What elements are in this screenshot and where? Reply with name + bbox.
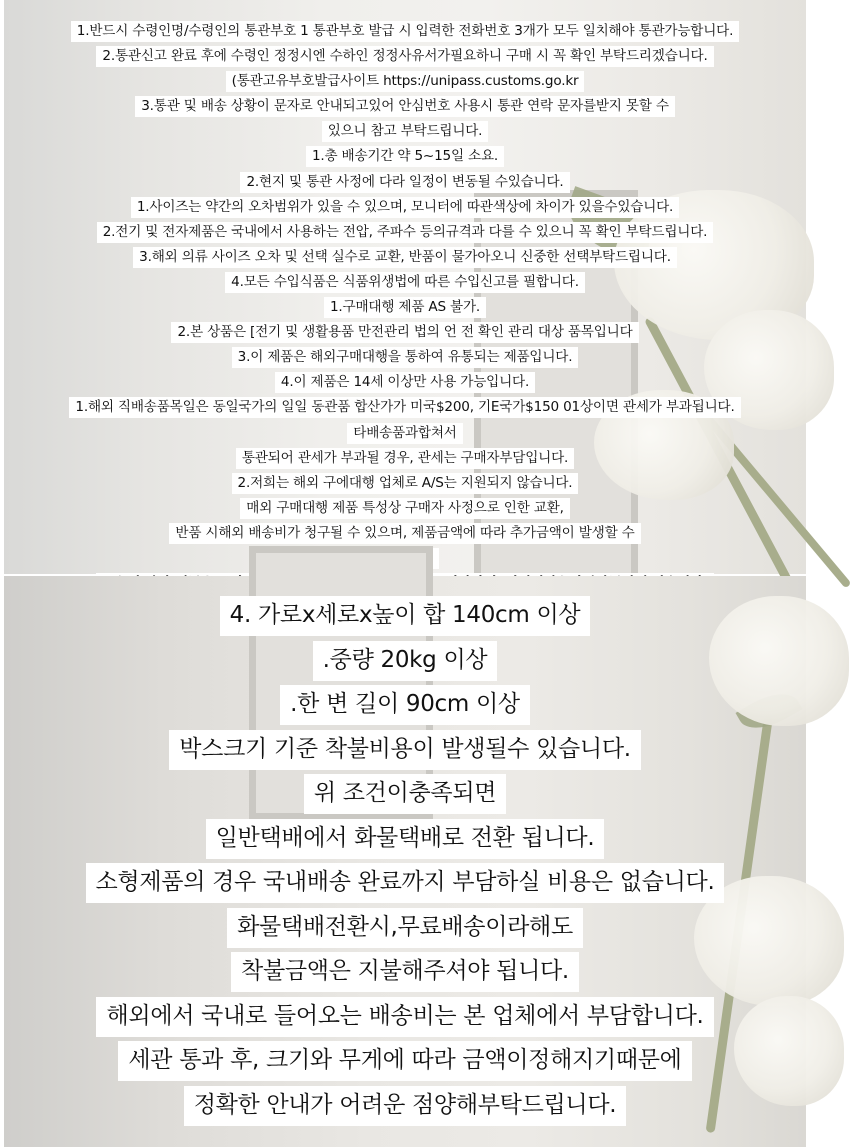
notice-line: 1.총 배송기간 약 5~15일 소요. — [306, 146, 504, 167]
notice-line: 3.이 제품은 해외구매대행을 통하여 유통되는 제품입니다. — [232, 347, 579, 368]
notice-line: 2.본 상품은 [전기 및 생활용품 만전관리 법의 언 전 확인 관리 대상 품목입니다 — [171, 322, 638, 343]
notice-line: 반품 시해외 배송비가 청구될 수 있으며, 제품금액에 따라 추가금액이 발생할 수 — [169, 523, 640, 544]
notice-line: 박스크기 기준 착불비용이 발생될수 있습니다. — [169, 730, 641, 770]
notice-line: 4. 가로x세로x높이 합 140cm 이상 — [220, 596, 591, 636]
top-notice-panel — [4, 0, 806, 574]
notice-line: 1.사이즈는 약간의 오차범위가 있을 수 있으며, 모니터에 따관색상에 차이가 있을수있습니다. — [131, 197, 679, 218]
notice-line: 1.반드시 수령인명/수령인의 통관부호 1 통관부호 발급 시 입력한 전화번호 3개가 모두 일치해야 통관가능합니다. — [71, 21, 739, 42]
notice-line: 일반택배에서 화물택배로 전환 됩니다. — [206, 819, 605, 859]
notice-line: 2.현지 및 통관 사정에 다라 일정이 변동될 수있습니다. — [240, 172, 569, 193]
notice-line: 정확한 안내가 어려운 점양해부탁드립니다. — [184, 1086, 627, 1126]
notice-line: 통관되어 관세가 부과될 경우, 관세는 구매자부담입니다. — [236, 448, 574, 469]
notice-line: 있으니 참고 부탁드립니다. — [322, 121, 489, 142]
notice-line: 세관 통과 후, 크기와 무게에 따라 금액이정해지기때문에 — [118, 1041, 691, 1081]
notice-line: 2.저희는 해외 구에대행 업체로 A/S는 지원되지 않습니다. — [232, 473, 579, 494]
bottom-notice-text — [4, 576, 806, 1130]
bottom-notice-panel — [4, 576, 806, 1147]
notice-line: 착불금액은 지불해주셔야 됩니다. — [231, 952, 579, 992]
notice-line: 3.통관 및 배송 상황이 문자로 안내되고있어 안심번호 사용시 통관 연락 문자를받지 못할 수 — [135, 96, 675, 117]
notice-line: 3.해외 의류 사이즈 오차 및 선택 실수로 교환, 반품이 물가아오니 신중한 선택부탁드립니다. — [133, 247, 677, 268]
notice-line: .한 변 길이 90cm 이상 — [280, 685, 530, 725]
notice-line: 타배송품과합쳐서 — [347, 423, 462, 444]
notice-line: 1.해외 직배송품목일은 동일국가의 일일 동관품 합산가가 미국$200, 기E국가$150 01상이면 관세가 부과됩니다. — [69, 397, 740, 418]
notice-line: 4.모든 수입식품은 식품위생법에 따른 수입신고를 필합니다. — [225, 272, 585, 293]
notice-line: 위 조건이충족되면 — [304, 774, 506, 814]
notice-line: 소형제품의 경우 국내배송 완료까지 부담하실 비용은 없습니다. — [86, 863, 725, 903]
notice-line: 매외 구매대행 제품 특성상 구매자 사정으로 인한 교환, — [240, 498, 569, 519]
top-notice-text — [4, 0, 806, 598]
notice-line: .중량 20kg 이상 — [313, 641, 498, 681]
notice-line: (통관고유부호발급사이트 https://unipass.customs.go.kr — [226, 71, 585, 92]
notice-line: 4.이 제품은 14세 이상만 사용 가능입니다. — [275, 372, 535, 393]
notice-line: 화물택배전환시,무료배송이라해도 — [227, 908, 583, 948]
notice-line: 1.구매대행 제품 AS 불가. — [324, 297, 486, 318]
notice-line: 해외에서 국내로 들어오는 배송비는 본 업체에서 부담합니다. — [96, 997, 713, 1037]
notice-line: 2.통관신고 완료 후에 수령인 정정시엔 수하인 정정사유서가필요하니 구매 시 꼭 확인 부탁드리겠습니다. — [96, 46, 713, 67]
notice-line: 2.전기 및 전자제품은 국내에서 사용하는 전압, 주파수 등의규격과 다를 수 있으니 꼭 확인 부탁드립니다. — [97, 222, 714, 243]
